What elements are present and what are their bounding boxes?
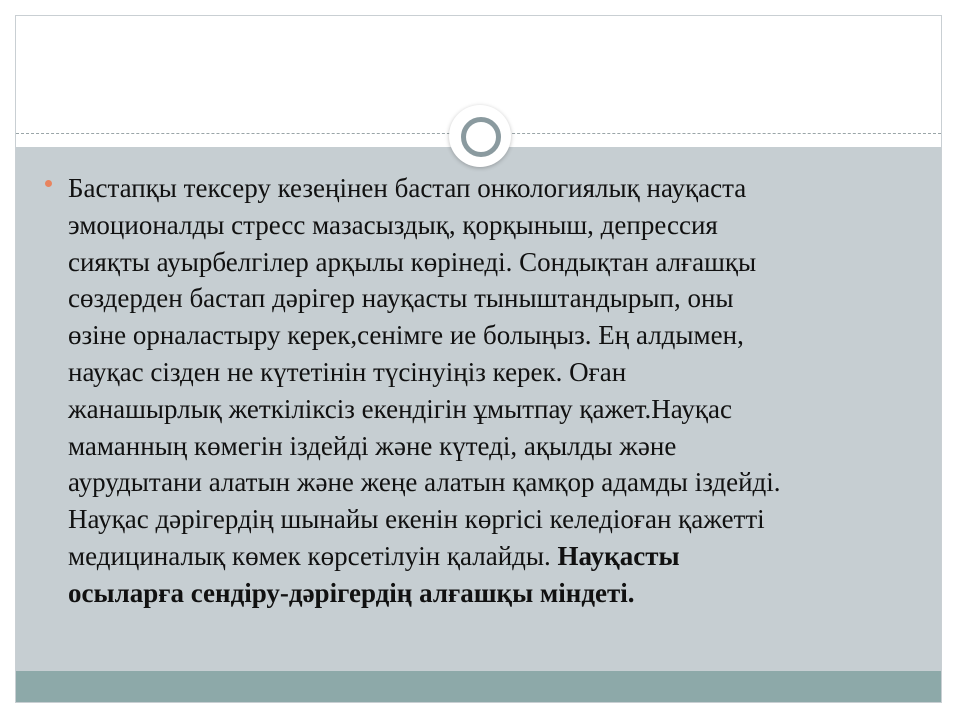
- paragraph-text: медициналық көмек көрсетілуін қалайды.: [68, 540, 558, 571]
- bullet-icon: [45, 180, 52, 187]
- paragraph-line: сөздерден бастап дәрігер науқасты тыныштандырып, оны: [68, 283, 734, 314]
- paragraph-line: маманның көмегін іздейді және күтеді, ақылды және: [68, 430, 677, 461]
- paragraph-line: [68, 538, 928, 575]
- paragraph-line: эмоционалды стресс мазасыздық, қорқыныш, депрессия: [68, 209, 718, 240]
- paragraph-line: сияқты ауырбелгілер арқылы көрінеді. Сондықтан алғашқы: [68, 246, 757, 277]
- emphasis-text: Науқасты: [557, 540, 680, 571]
- paragraph-line: Науқас дәрігердің шынайы екенін көргісі келедіоған қажетті: [68, 504, 765, 535]
- paragraph-line: науқас сізден не күтетінін түсінуіңіз керек. Оған: [68, 356, 627, 387]
- circle-ornament-icon: [449, 105, 511, 167]
- footer-band: [16, 671, 941, 702]
- paragraph-line: өзіне орналастыру керек,сенімге ие болыңыз. Ең алдымен,: [68, 320, 744, 351]
- paragraph-line: аурудытани алатын және жеңе алатын қамқор адамды іздейді.: [68, 467, 781, 498]
- paragraph-line: жанашырлық жеткіліксіз екендігін ұмытпау қажет.Науқас: [68, 393, 732, 424]
- emphasis-line: осыларға сендіру-дәрігердің алғашқы міндеті.: [68, 577, 635, 608]
- paragraph-line: Бастапқы тексеру кезеңінен бастап онкологиялық науқаста: [68, 173, 747, 203]
- body-paragraph: [68, 170, 928, 612]
